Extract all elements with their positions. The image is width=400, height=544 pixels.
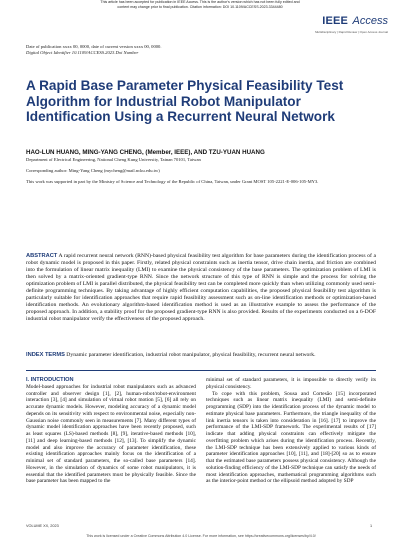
left-column (26, 377, 196, 485)
author-list: HAO-LUN HUANG, MING-YANG CHENG, (Member, IEEE), AND TZU-YUAN HUANG (26, 149, 265, 156)
funding-note: This work was supported in part by the Ministry of Science and Technology of the Republic of China, Taiwan, under Grant MOST 105-2221-E-006-105-MY3. (26, 179, 319, 184)
intro-paragraph-2: minimal set of standard parameters, it is impossible to directly verify its physical consistency. (206, 377, 376, 390)
license-footer: This work is licensed under a Creative Commons Attribution 4.0 License. For more information, see https://creativecommons.org/licenses/by/4.0/ (86, 534, 316, 538)
doi-line: Digital Object Identifier 10.1109/ACCESS.2023.Doi Number (26, 50, 139, 55)
page-number: 1 (370, 524, 373, 528)
affiliation: Department of Electrical Engineering, National Cheng Kung University, Tainan 70101, Taiwan (26, 157, 201, 162)
volume-footer: VOLUME XX, 2023 (26, 524, 59, 528)
logo-access-text: Access (352, 15, 388, 27)
corresponding-author: Corresponding author: Ming-Yang Cheng (mycheng@mail.ncku.edu.tw) (26, 168, 160, 173)
publication-banner (0, 0, 400, 9)
index-terms (26, 352, 376, 359)
article-meta (26, 44, 376, 56)
publication-dates: Date of publication xxxx 00, 0000, date of current version xxxx 00, 0000. (26, 44, 162, 49)
logo-ieee-text: IEEE (322, 15, 349, 27)
index-terms-label: INDEX TERMS (26, 352, 65, 358)
logo-tagline: Multidisciplinary | Rapid Review | Open Access Journal (315, 30, 388, 34)
intro-paragraph-1: Model-based approaches for industrial robot manipulators such as advanced controller and observer design [1], [2], human-robot/robot-environment interaction [3], [4] and simulation of virtual robot motion [5], [6] all rely on accurate dynamic models. However, modeling accuracy of a dynamic model depends on its sensitivity with respect to environmental noise, especially non-Gaussian noise commonly seen in measurements [7]. Many different types of dynamic model identification approaches have been recently proposed, such as least squares (LS)-based methods [8], [9], iterative-based methods [10], [11] and deep learning-based methods [12], [13]. To simplify the dynamic model and also improve the accuracy of parameter identification, these existing identification approaches mainly focus on the identification of a minimal set of standard parameters, the so-called base parameters [14]. However, in the simulation of dynamics of some robot manipulators, it is essential that the identified parameters must be physically feasible. Since the base parameter has been mapped to the (26, 383, 196, 485)
abstract-label: ABSTRACT (26, 253, 58, 259)
banner-line-2: content may change prior to final publication. Citation information: DOI 10.1109/ACCESS.2023.3344480 (117, 4, 283, 9)
section-heading-introduction: I. INTRODUCTION (26, 377, 74, 383)
banner-line-1: This article has been accepted for publication in IEEE Access. This is the author's version which has not been fully edited and (100, 0, 300, 4)
section-divider (26, 370, 376, 371)
abstract-text: A rapid recurrent neural network (RNN)-based physical feasibility test algorithm for base parameters during the identification process of a robot dynamic model is proposed in this paper. Firstly, related physical constraints such as inertia tensor, drive chain inertia, and friction are combined into the formulation of linear matrix inequality (LMI) to examine the physical consistency of the base parameters. The optimization problem of LMI is then solved by a matrix-oriented gradient-type RNN. Since the network structure of this type of RNN is simple and the process for solving the optimization problem of LMI is parallel distributed, the physical feasibility test can be completed more quickly than when utilizing commonly used semi-definite programming techniques. By taking advantage of highly efficient computation capabilities, the proposed physical feasibility test algorithm is particularly suitable for identification approaches that require rapid feasibility assessment such as on-line identification methods or optimization-based identification methods. An evolutionary algorithm-based identification method is used as an illustrative example to assess the performance of the proposed approach. In addition, a stability proof for the proposed gradient-type RNN is also provided. Results of the experiments conducted on a 6-DOF industrial robot manipulator verify the effectiveness of the proposed approach. (26, 253, 377, 323)
intro-paragraph-3: To cope with this problem, Sousa and Cortesão [15] incorporated techniques such as linear matrix inequality (LMI) and semi-definite programming (SDP) into the identification process of the dynamic model to estimate physical base parameters. Furthermore, the triangle inequality of the link inertia tensors is taken into consideration in [16]. [17] to improve the performance of the LMI-SDP framework. The experimental results of [17] indicate that adding physical constraints can effectively mitigate the overfitting problem which arises during the identification process. Recently, the LMI-SDP technique has been extensively applied to various kinds of parameter identification approaches [10], [11], and [18]-[20] so as to ensure that the estimated base parameters possess physical consistency. Although the solution-finding efficiency of the LMI-SDP technique can satisfy the needs of most identification approaches, mathematical programming algorithms such as the interior-point method or the ellipsoid method adopted by SDP (206, 390, 376, 485)
ieee-access-logo (315, 11, 388, 34)
index-terms-text: Dynamic parameter identification, industrial robot manipulator, physical feasibility, recurrent neural network. (66, 352, 316, 358)
paper-title: A Rapid Base Parameter Physical Feasibility Test Algorithm for Industrial Robot Manipulator Identification Using a Recurrent Neural Network (26, 78, 344, 125)
abstract (26, 253, 376, 323)
right-column (206, 377, 376, 485)
